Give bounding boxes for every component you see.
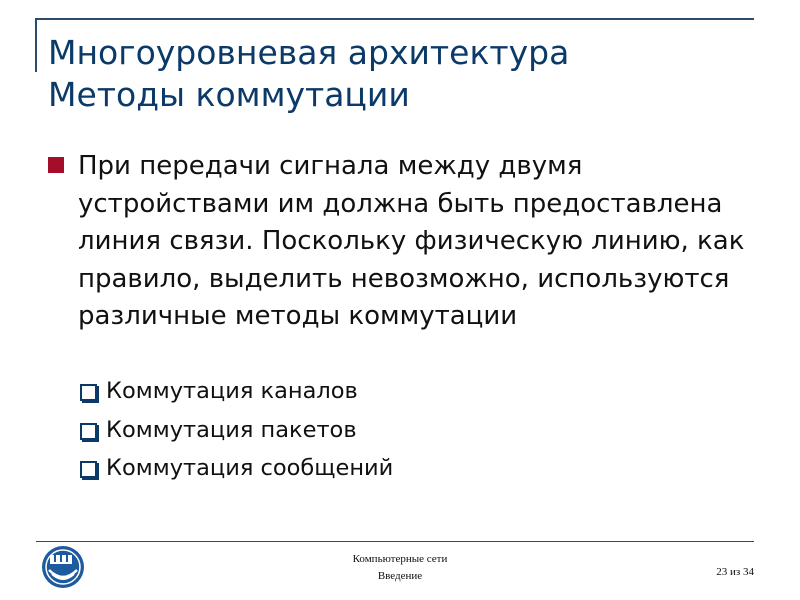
sub-bullet-item (78, 451, 738, 490)
header-rule (36, 18, 754, 20)
slide-title-line-2: Методы коммутации (48, 75, 410, 114)
footer-course: Компьютерные сети (352, 553, 448, 565)
footer-info (300, 551, 500, 585)
page-number: 23 из 34 (716, 566, 754, 578)
footer-section: Введение (377, 570, 423, 582)
checkbox-bullet-icon (80, 384, 97, 401)
slide-title (48, 32, 768, 116)
sub-bullet-label: Коммутация каналов (106, 378, 358, 404)
checkbox-bullet-icon (80, 423, 97, 440)
main-bullet-text: При передачи сигнала между двумя устройствами им должна быть предоставлена линия связи. Поскольку физическую линию, как правило, выделить невозможно, используются различные методы коммутации (78, 151, 745, 331)
main-bullet (48, 148, 748, 336)
university-logo-icon (40, 544, 86, 590)
square-bullet-icon (48, 157, 64, 173)
sub-bullet-item (78, 413, 738, 452)
sub-bullet-label: Коммутация сообщений (106, 455, 394, 481)
sub-bullet-label: Коммутация пакетов (106, 416, 357, 443)
header-left-rule (35, 18, 37, 72)
footer-rule (36, 541, 754, 542)
checkbox-bullet-icon (80, 461, 97, 478)
sub-bullet-item (78, 374, 738, 413)
slide-title-line-1: Многоуровневая архитектура (48, 33, 570, 72)
sub-bullet-list (78, 374, 738, 490)
